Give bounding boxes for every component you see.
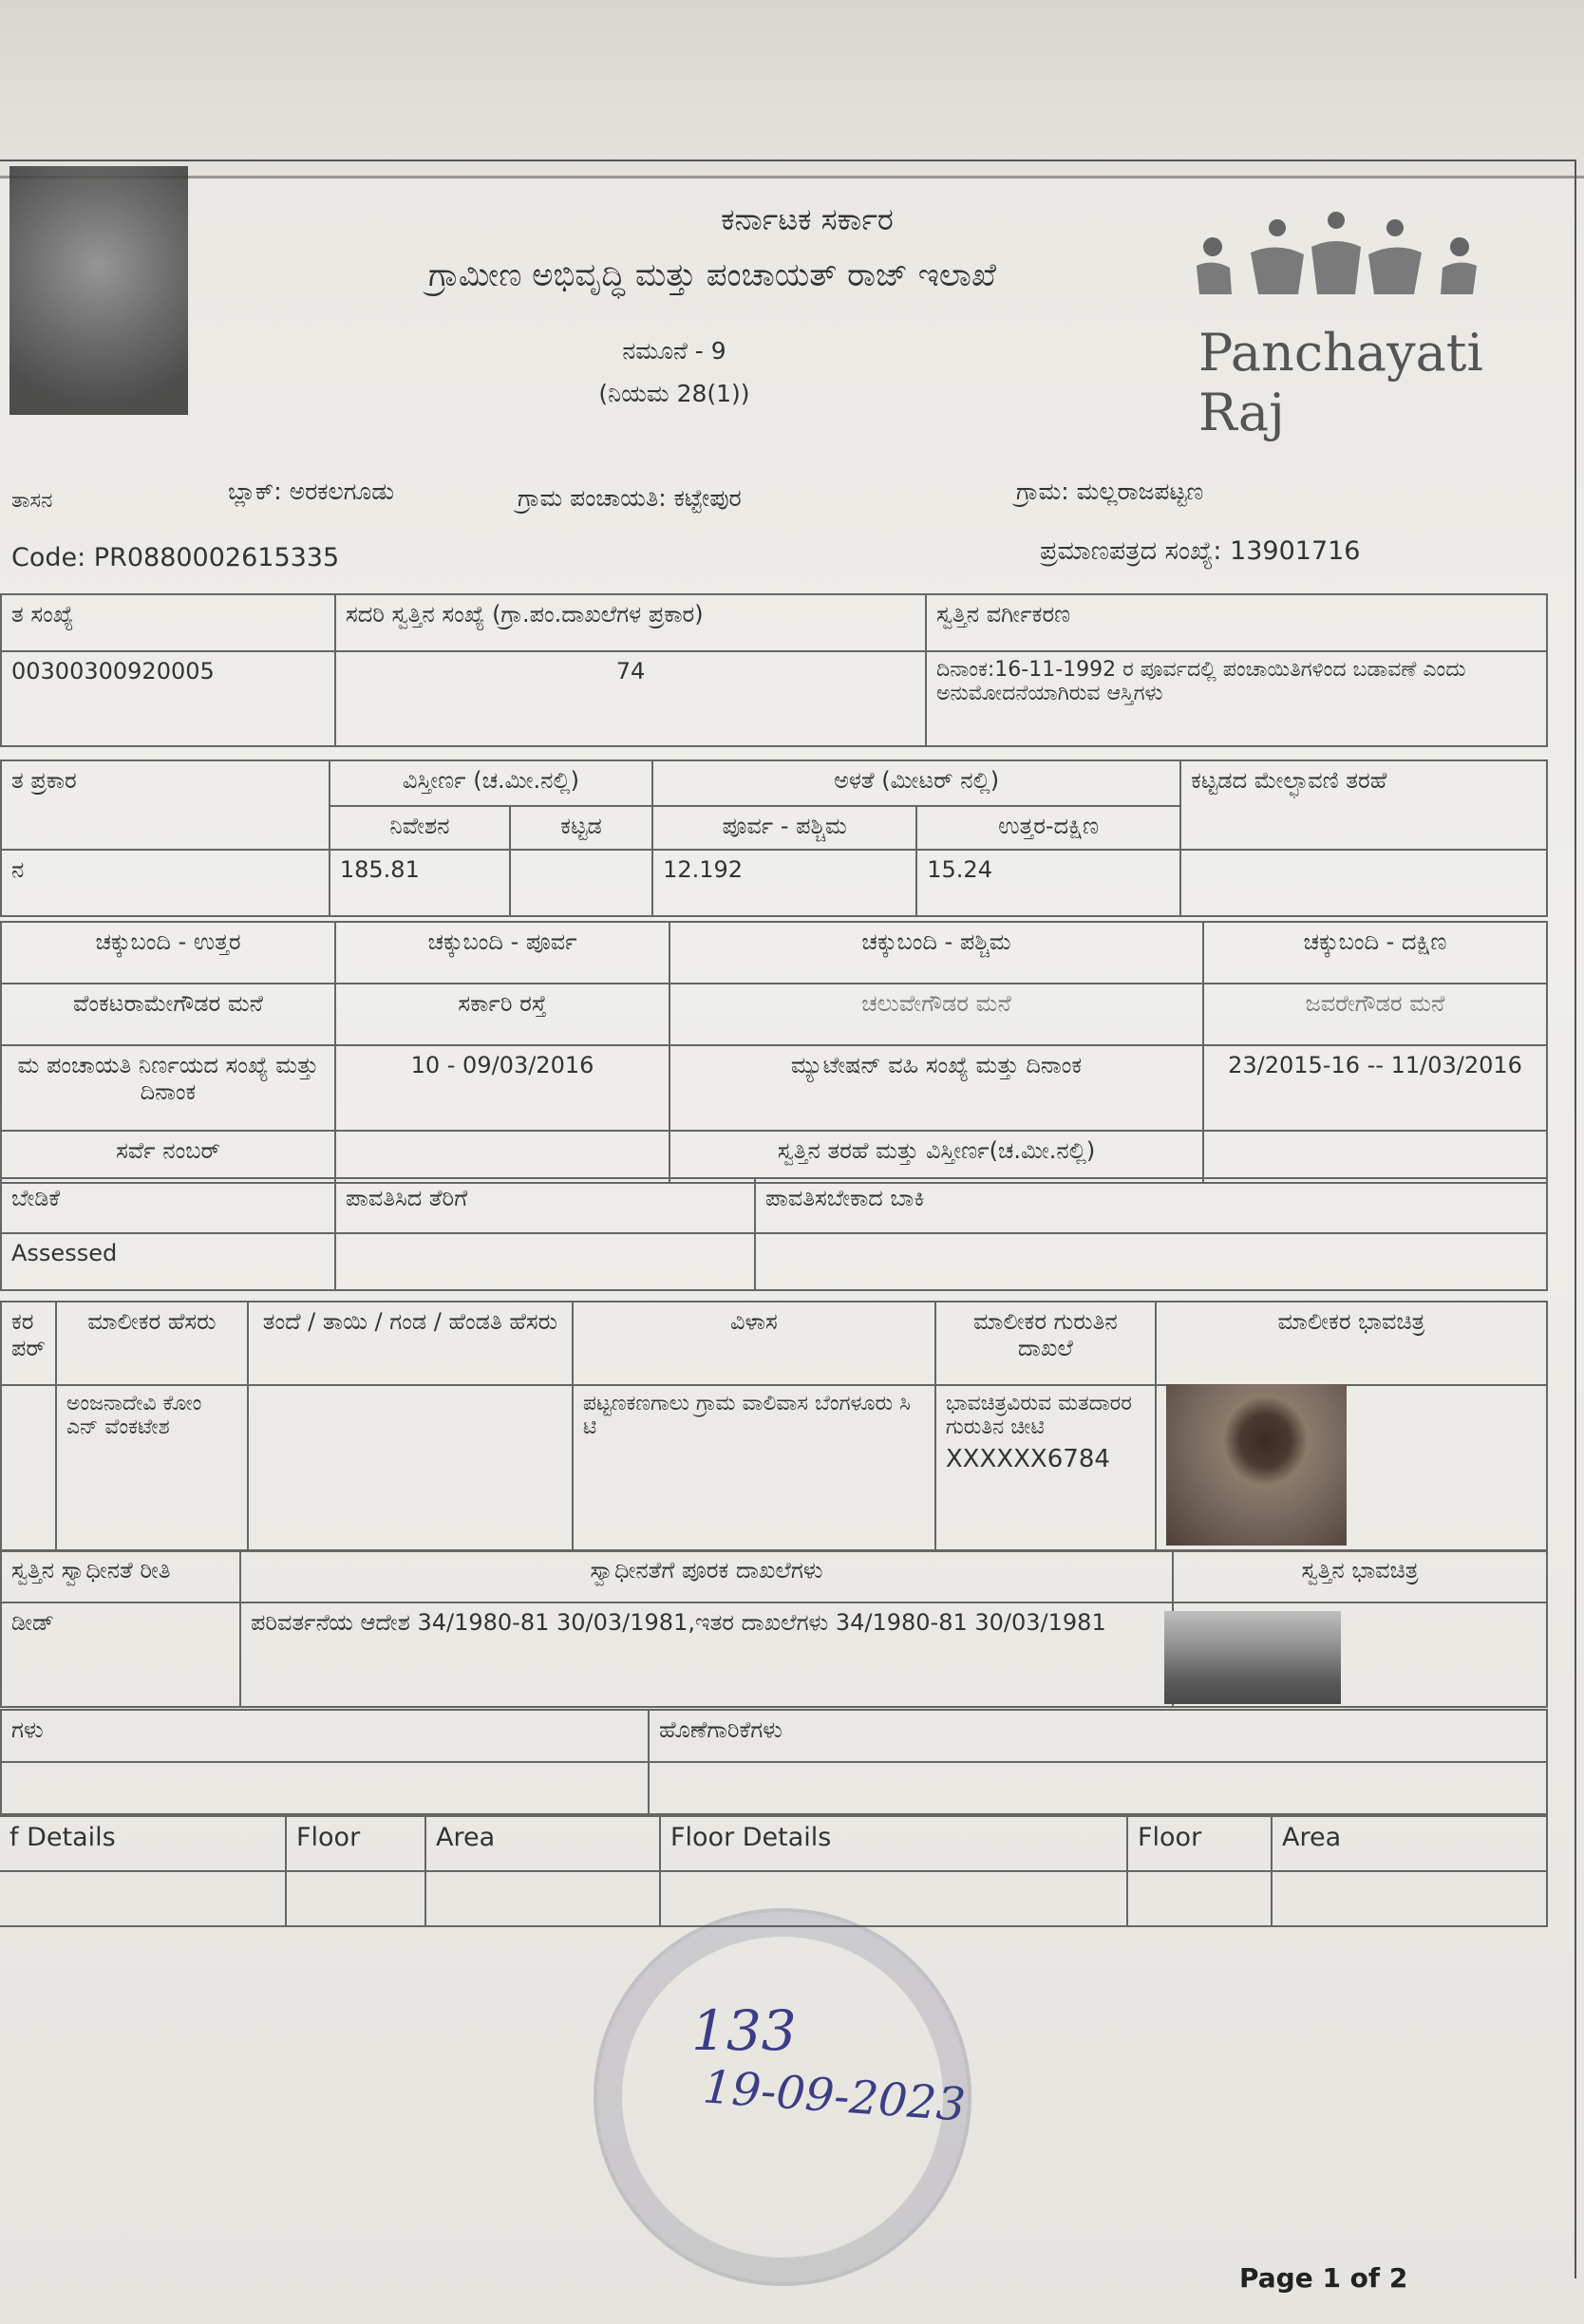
h-type: ತ ಪ್ರಕಾರ [1,760,330,850]
tax-table [0,1177,1548,1291]
h-liabilities: ಹೊಣೆಗಾರಿಕೆಗಳು [649,1710,1547,1762]
h-acquisition-mode: ಸ್ವತ್ತಿನ ಸ್ವಾಧೀನತೆ ರೀತಿ [1,1550,240,1602]
boundaries-table [0,921,1548,1184]
north-south-length: 15.24 [916,850,1180,916]
site-area: 185.81 [330,850,510,916]
h-relative-name: ತಂದೆ / ತಾಯಿ / ಗಂಡ / ಹೆಂಡತಿ ಹೆಸರು [248,1302,573,1385]
header-government: ಕರ್ನಾಟಕ ಸರ್ಕಾರ [721,201,894,237]
h-boundary-north: ಚಕ್ಕುಬಂದಿ - ಉತ್ತರ [1,922,335,984]
h-dand-no: ಸದರಿ ಸ್ವತ್ತಿನ ಸಂಖ್ಯೆ (ಗ್ರಾ.ಪಂ.ದಾಖಲೆಗಳ ಪ್ರಕಾರ) [335,594,926,651]
h-owner-id: ಮಾಲೀಕರ ಗುರುತಿನ ದಾಖಲೆ [935,1302,1156,1385]
karnataka-emblem-icon [9,166,188,415]
page-number: Page 1 of 2 [1239,2262,1408,2294]
h-owner-name: ಮಾಲೀಕರ ಹೆಸರು [56,1302,248,1385]
h-boundary-west: ಚಕ್ಕುಬಂದಿ - ಪಶ್ಚಿಮ [669,922,1203,984]
h-acquisition-docs: ಸ್ವಾಧೀನತೆಗೆ ಪೂರಕ ದಾಖಲೆಗಳು [240,1550,1173,1602]
panchayati-raj-logo [1192,199,1486,313]
h-boundary-east: ಚಕ್ಕುಬಂದಿ - ಪೂರ್ವ [335,922,669,984]
owner-id-doc [935,1385,1156,1551]
taluk: ಬ್ಲಾಕ್: ಅರಕಲಗೂಡು [228,478,395,505]
h-floor-details-right: Floor Details [660,1816,1127,1871]
previous-page-edge [0,0,1584,178]
relative-name [248,1385,573,1551]
h-owner-photo: ಮಾಲೀಕರ ಭಾವಚಿತ್ರ [1156,1302,1547,1385]
village: ಗ್ರಾಮ: ಮಲ್ಲರಾಜಪಟ್ಟಣ [1016,478,1204,505]
h-east-west: ಪೂರ್ವ - ಪಶ್ಚಿಮ [652,806,916,850]
logo-text: Panchayati Raj [1198,323,1483,442]
h-length: ಅಳತೆ (ಮೀಟರ್ ನಲ್ಲಿ) [652,760,1180,806]
h-property-type-area: ಸ್ವತ್ತಿನ ತರಹೆ ಮತ್ತು ವಿಸ್ತೀರ್ಣ(ಚ.ಮೀ.ನಲ್ಲಿ) [669,1131,1203,1183]
owner-name: ಅಂಜನಾದೇವಿ ಕೋಂ ಎನ್ ವೆಂಕಟೇಶ [56,1385,248,1551]
h-property-no: ತ ಸಂಖ್ಯೆ [1,594,335,651]
owner-id-number: XXXXXX6784 [945,1445,1110,1473]
acquisition-docs: ಪರಿವರ್ತನೆಯ ಆದೇಶ 34/1980-81 30/03/1981,ಇತರ ದಾಖಲೆಗಳು 34/1980-81 30/03/1981 [240,1602,1173,1707]
property-id-table [0,593,1548,747]
property-photo [1164,1611,1341,1704]
h-tax-paid: ಪಾವತಿಸಿದ ತೆರಿಗೆ [335,1178,755,1233]
h-area-right: Area [1272,1816,1547,1871]
property-id: 00300300920005 [1,651,335,746]
h-boundary-south: ಚಕ್ಕುಬಂದಿ - ದಕ್ಷಿಣ [1203,922,1547,984]
h-floor-right: Floor [1127,1816,1272,1871]
boundary-west: ಚಲುವೇಗೌಡರ ಮನೆ [669,984,1203,1045]
dand-no: 74 [335,651,926,746]
h-survey-number: ಸರ್ವೆ ನಂಬರ್ [1,1131,335,1183]
h-address: ವಿಳಾಸ [573,1302,935,1385]
owner-photo [1166,1384,1347,1546]
h-mutation: ಮ್ಯುಟೇಷನ್ ವಹಿ ಸಂಖ್ಯೆ ಮತ್ತು ದಿನಾಂಕ [669,1045,1203,1131]
rule-number: (ನಿಯಮ 28(1)) [598,380,750,407]
owner-id-type: ಭಾವಚಿತ್ರವಿರುವ ಮತದಾರರ ಗುರುತಿನ ಚೀಟಿ [945,1392,1132,1439]
acquisition-mode: ಡೀಡ್ [1,1602,240,1707]
h-building: ಕಟ್ಟಡ [510,806,652,850]
boundary-east: ಸರ್ಕಾರಿ ರಸ್ತೆ [335,984,669,1045]
district-label: ತಾಸನ [11,489,53,513]
h-encumbrances: ಗಳು [1,1710,649,1762]
boundary-north: ವೆಂಕಟರಾಮೇಗೌಡರ ಮನೆ [1,984,335,1045]
header-department: ಗ್ರಾಮೀಣ ಅಭಿವೃದ್ಧಿ ಮತ್ತು ಪಂಚಾಯತ್ ರಾಜ್ ಇಲಾಖೆ [428,256,996,294]
mutation: 23/2015-16 -- 11/03/2016 [1203,1045,1547,1131]
h-area: ವಿಸ್ತೀರ್ಣ (ಚ.ಮೀ.ನಲ್ಲಿ) [330,760,652,806]
encumbrance-table [0,1709,1548,1815]
h-gp-resolution: ಮ ಪಂಚಾಯತಿ ನಿರ್ಣಯದ ಸಂಖ್ಯೆ ಮತ್ತು ದಿನಾಂಕ [1,1045,335,1131]
h-owner-no: ಕರ ಪರ್ [1,1302,56,1385]
classification: ದಿನಾಂಕ:16-11-1992 ರ ಪೂರ್ವದಲ್ಲಿ ಪಂಚಾಯಿತಿಗಳಿಂದ ಬಡಾವಣೆ ಎಂದು ಅನುಮೋದನೆಯಾಗಿರುವ ಆಸ್ತಿಗಳು [926,651,1547,746]
h-classification: ಸ್ವತ್ತಿನ ವರ್ಗೀಕರಣ [926,594,1547,651]
h-property-photo: ಸ್ವತ್ತಿನ ಭಾವಚಿತ್ರ [1173,1550,1547,1602]
h-area-left: Area [425,1816,660,1871]
h-floor-left: Floor [286,1816,425,1871]
gp-resolution: 10 - 09/03/2016 [335,1045,669,1131]
dimensions-table [0,759,1548,917]
code: Code: PR0880002615335 [11,543,340,572]
gram-panchayat: ಗ್ರಾಮ ಪಂಚಾಯತಿ: ಕಟ್ಟೇಪುರ [518,484,742,512]
certificate-number: ಪ್ರಮಾಣಪತ್ರದ ಸಂಖ್ಯೆ: 13901716 [1040,536,1361,566]
tax-status: Assessed [1,1233,335,1290]
east-west-length: 12.192 [652,850,916,916]
handwritten-date: 19-09-2023 [701,2060,968,2132]
owner-address: ಪಟ್ಟಣಕಣಗಾಲು ಗ್ರಾಮ ವಾಲಿವಾಸ ಬೆಂಗಳೂರು ಸಿ ಟಿ [573,1385,935,1551]
h-north-south: ಉತ್ತರ-ದಕ್ಷಿಣ [916,806,1180,850]
building-area [510,850,652,916]
handwritten-number: 133 [691,1998,797,2063]
form-number: ನಮೂನೆ - 9 [622,337,726,365]
type-value: ನ [1,850,330,916]
h-tax-due: ಪಾವತಿಸಬೇಕಾದ ಬಾಕಿ [755,1178,1547,1233]
h-roof: ಕಟ್ಟಡದ ಮೇಲ್ಛಾವಣಿ ತರಹೆ [1180,760,1547,850]
h-demand: ಬೇಡಿಕೆ [1,1178,335,1233]
h-site: ನಿವೇಶನ [330,806,510,850]
h-floor-details-left: f Details [0,1816,286,1871]
boundary-south: ಜವರೇಗೌಡರ ಮನೆ [1203,984,1547,1045]
